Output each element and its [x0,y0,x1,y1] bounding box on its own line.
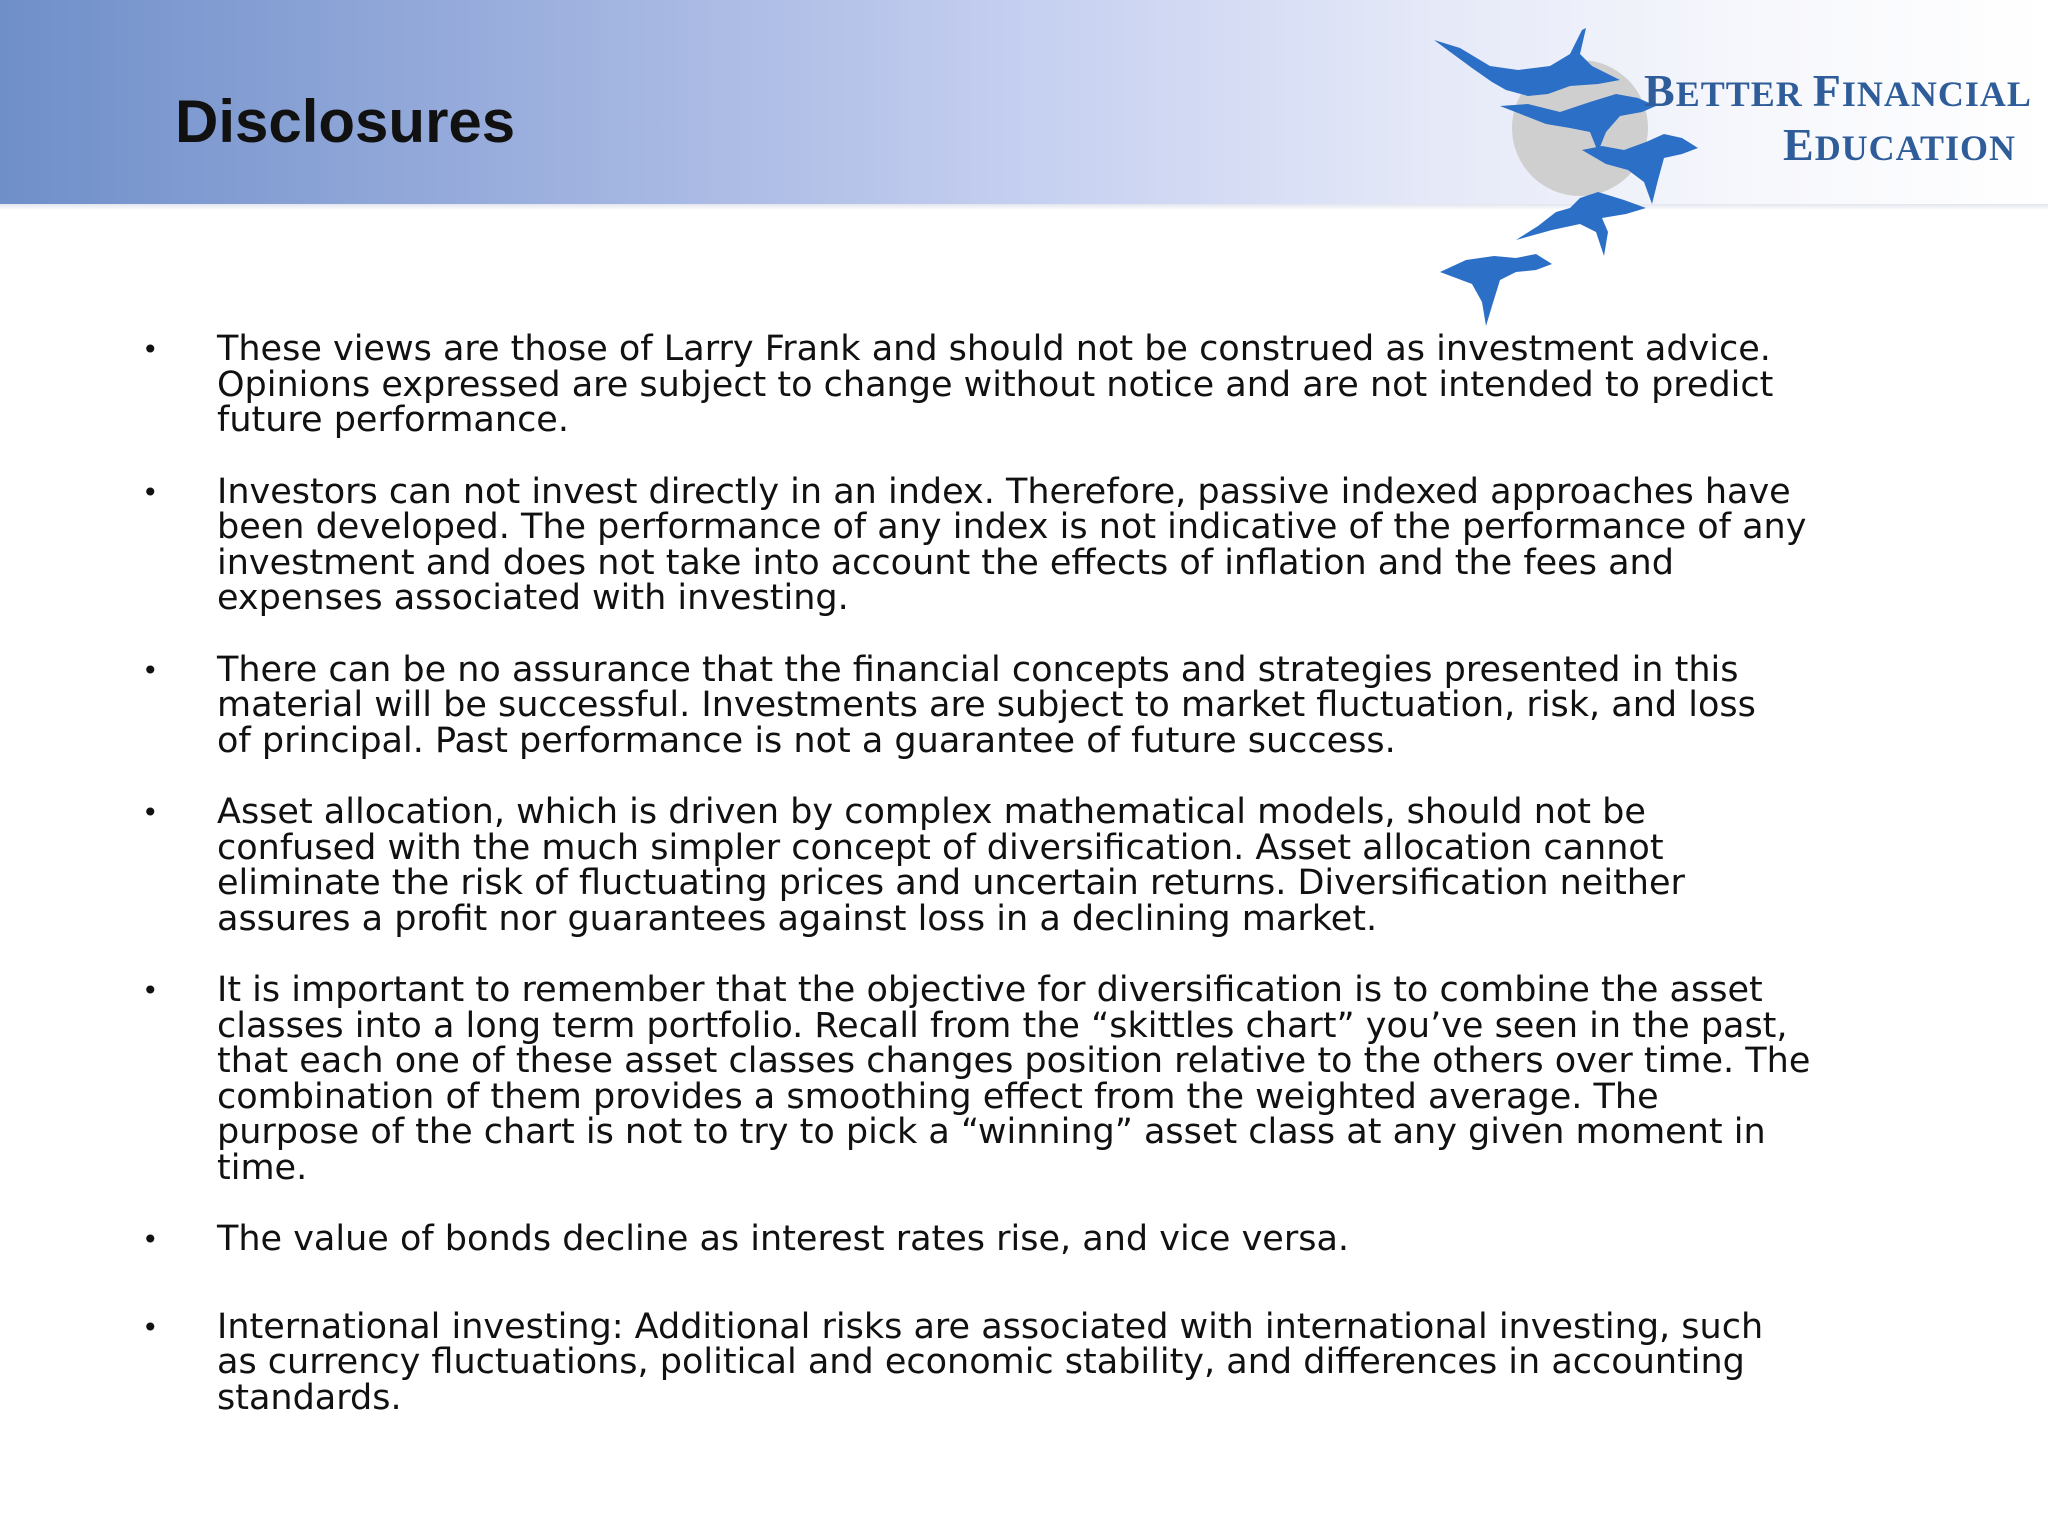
disclosure-line: Opinions expressed are subject to change without notice and are not intended to predict [217,364,1774,405]
disclosure-line: material will be successful. Investments are subject to market fluctuation, risk, and loss [217,685,1756,725]
disclosure-line: confused with the much simpler concept of diversification. Asset allocation cannot [217,827,1664,868]
disclosure-line: of principal. Past performance is not a guarantee of future success. [217,720,1396,761]
disclosure-line: Investors can not invest directly in an index. Therefore, passive indexed approaches have [217,471,1791,512]
logo-letters: DUCATION [1814,128,2017,168]
disclosure-line: assures a profit nor guarantees against loss in a declining market. [217,898,1378,939]
disclosure-item [140,649,1920,761]
disclosure-line: standards. [217,1377,402,1418]
page-title: Disclosures [175,88,516,155]
disclosure-line: There can be no assurance that the financial concepts and strategies presented in this [217,649,1739,690]
disclosure-line: future performance. [217,400,569,440]
company-logo [1420,20,2032,340]
disclosure-line: The value of bonds decline as interest rates rise, and vice versa. [217,1219,1350,1259]
logo-text-line-1 [1644,64,2032,117]
disclosure-line: purpose of the chart is not to try to pick a “winning” asset class at any given moment in [217,1112,1766,1152]
disclosure-line: International investing: Additional risks are associated with international investing, such [217,1306,1764,1347]
disclosure-item [140,1219,1920,1259]
disclosure-item [140,970,1920,1188]
disclosure-line: combination of them provides a smoothing effect from the weighted average. The [217,1076,1659,1117]
bullet-icon: • [142,796,159,829]
disclosure-line: been developed. The performance of any index is not indicative of the performance of any [217,507,1807,547]
bullet-icon: • [142,653,159,687]
disclosure-line: classes into a long term portfolio. Recall from the “skittles chart” you’ve seen in the past, [217,1005,1788,1046]
disclosure-line: Asset allocation, which is driven by complex mathematical models, should not be [217,792,1646,832]
disclosure-item [140,792,1920,939]
disclosure-item [140,329,1920,440]
logo-text-line-2 [1783,118,2016,171]
disclosure-line: that each one of these asset classes changes position relative to the others over time. The [217,1041,1811,1081]
disclosure-line: as currency fluctuations, political and economic stability, and differences in accounting [217,1342,1745,1382]
logo-letter: E [1783,119,1815,170]
bullet-icon: • [142,475,159,509]
bullet-icon: • [142,974,159,1007]
disclosure-item [140,1306,1920,1418]
logo-letter: B [1644,65,1676,116]
bullet-icon: • [142,333,159,366]
disclosure-line: These views are those of Larry Frank and should not be construed as investment advice. [217,329,1771,369]
disclosure-line: expenses associated with investing. [217,578,849,618]
disclosure-item [140,471,1920,618]
logo-letters: INANCIAL [1841,74,2032,114]
disclosure-line: eliminate the risk of fluctuating prices and uncertain returns. Diversification neither [217,863,1685,903]
logo-letters: ETTER [1675,74,1813,114]
logo-letter: F [1812,65,1842,116]
disclosure-line: It is important to remember that the objective for diversification is to combine the asset [217,970,1763,1010]
disclosure-list [140,329,1920,1418]
disclosure-line: investment and does not take into account the effects of inflation and the fees and [217,542,1674,583]
bullet-icon: • [142,1310,159,1344]
disclosure-line: time. [217,1147,308,1188]
bullet-icon: • [142,1223,159,1256]
